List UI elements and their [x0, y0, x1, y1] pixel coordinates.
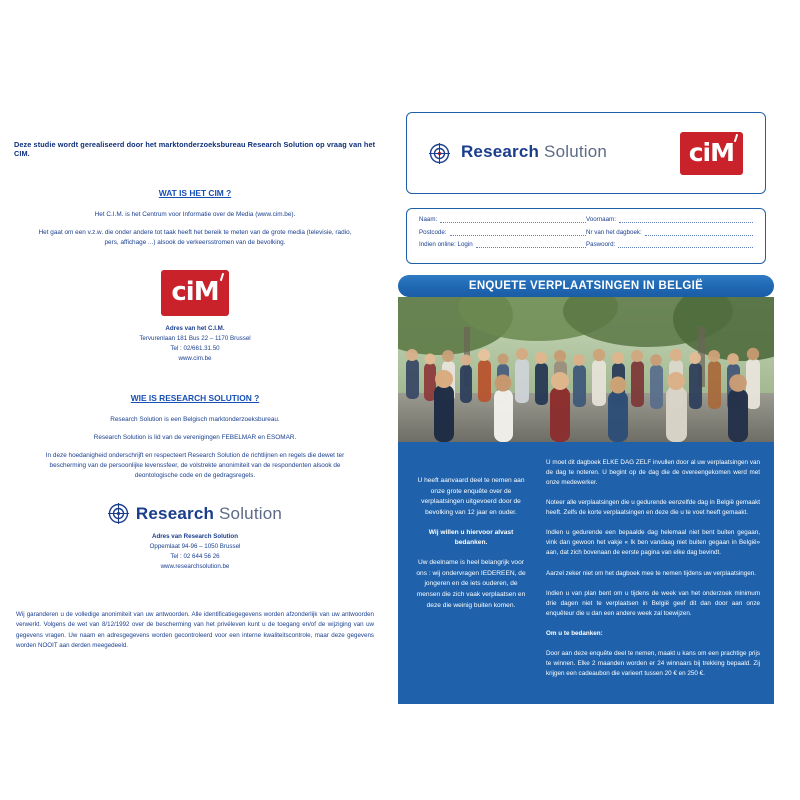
- brochure-rs-bold: Research: [460, 142, 540, 162]
- form-row: [419, 216, 753, 223]
- target-icon: [108, 503, 129, 524]
- login-label: Indien online: Login: [419, 241, 473, 248]
- cim-logo: [161, 270, 228, 316]
- rs-paragraph-1: Research Solution is een Belgisch marktonderzoeksbureau.: [110, 416, 280, 424]
- left-col-paragraph-2: Uw deelname is heel belangrijk voor ons : wij ondervragen IEDEREEN, de jongeren en de iets ouderen, de mensen die zich vaak verplaatsen en deze die weinig buiten komen.: [416, 559, 526, 609]
- instruction-paragraph-5: Indien u van plan bent om u tijdens de week van het onderzoek minimum drie dagen niet te verplaatsen in België geef dit dan door aan onze enquêteur die u dan een andere week zal toewijzen.: [546, 589, 760, 617]
- firstname-input[interactable]: [619, 216, 753, 223]
- rs-paragraph-3: In deze hoedanigheid onderschrijft en respecteert Research Solution de richtlijnen en regels die dewet ter bescherming van de persoonlijke levenssfeer, de volstrekte anonimiteit van de respondenten alsook de deontologische code en de gedragsregels.: [45, 452, 345, 480]
- target-icon: [429, 143, 450, 164]
- rs-wordmark-light: Solution: [219, 503, 283, 523]
- rs-section-title: WIE IS RESEARCH SOLUTION ?: [130, 393, 260, 404]
- name-label: Naam:: [419, 216, 438, 223]
- cim-logo-accent: [734, 133, 738, 141]
- cim-paragraph-2: Het gaat om een v.z.w. die onder andere tot taak heeft het bereik te meten van de grote media (televisie, radio, pers, affichage ...) alsook de verkeersstromen van de bevolking.: [38, 228, 352, 246]
- instruction-paragraph-1: U moet dit dagboek ELKE DAG ZELF invullen door al uw verplaatsingen van de dag te noteren. U begint op de dag die de overeengekomen werd met onze medewerker.: [546, 459, 760, 487]
- left-col-paragraph-1: U heeft aanvaard deel te nemen aan onze grote enquête over de verplaatsingen uitgevoerd door de bevolking van 12 jaar en ouder.: [417, 477, 525, 517]
- diary-number-input[interactable]: [645, 229, 753, 236]
- cim-paragraph-1: Het C.I.M. is het Centrum voor Informatie over de Media (www.cim.be).: [94, 211, 296, 218]
- reward-heading: Om u te bedanken:: [546, 629, 603, 637]
- instruction-paragraph-3: Indien u gedurende een bepaalde dag helemaal niet bent buiten gegaan, vink dan gewoon het vakje « Ik ben vandaag niet buiten gegaan in België» aan, dat zich bovenaan de eerste pagina van elke dag bevindt.: [546, 529, 760, 557]
- right-page: [388, 112, 788, 704]
- password-field-group[interactable]: [586, 241, 753, 248]
- rs-address-heading: Adres van Research Solution: [152, 533, 238, 541]
- login-input[interactable]: [476, 241, 586, 248]
- rs-address-line-2: Tel : 02 644 56 26: [170, 552, 220, 560]
- rs-wordmark-bold: Research: [135, 503, 215, 523]
- postcode-input[interactable]: [450, 229, 586, 236]
- rs-paragraph-2: Research Solution is lid van de verenigingen FEBELMAR en ESOMAR.: [93, 434, 297, 442]
- postcode-field-group[interactable]: [419, 229, 586, 236]
- brochure-cim-logo: [680, 132, 743, 175]
- cim-section-title: WAT IS HET CIM ?: [158, 188, 232, 198]
- cim-logo-text: ciM: [171, 276, 219, 307]
- rs-website-link[interactable]: www.researchsolution.be: [160, 562, 230, 570]
- cim-address-line-1: Tervurenlaan 181 Bus 22 – 1170 Brussel: [139, 334, 251, 342]
- cim-website-link[interactable]: www.cim.be: [178, 354, 212, 362]
- brochure-rs-logo: [429, 142, 607, 163]
- firstname-label: Voornaam:: [586, 216, 616, 223]
- research-solution-wordmark: [136, 504, 282, 524]
- password-label: Paswoord:: [586, 241, 616, 248]
- name-input[interactable]: [440, 216, 586, 223]
- cim-address-line-2: Tel : 02/661.31.50: [170, 344, 220, 352]
- cim-logo-container: [10, 270, 380, 316]
- diary-number-label: Nr van het dagboek:: [586, 228, 642, 236]
- brochure-cim-text: ciM: [688, 137, 734, 167]
- research-solution-logo: [10, 503, 380, 524]
- form-row: [419, 241, 753, 248]
- left-col-thanks: Wij willen u hiervoor alvast bedanken.: [428, 528, 514, 547]
- form-row: [419, 229, 753, 236]
- instruction-paragraph-2: Noteer alle verplaatsingen die u gedurende eenzelfde dag in België gemaakt heeft. Zelfs de korte verplaatsingen en deze die u te voet heeft gemaakt.: [546, 499, 760, 517]
- survey-title-banner: ENQUETE VERPLAATSINGEN IN BELGIË: [398, 275, 774, 297]
- reward-paragraph: Door aan deze enquête deel te nemen, maakt u kans om een prachtige prijs te winnen. Elke 2 maanden worden er 24 winnaars bij trekking bepaald. Zij krijgen een cadeaubon die varieert tussen 20 € en 250 €.: [546, 649, 760, 677]
- respondent-form: [406, 208, 766, 264]
- login-field-group[interactable]: [419, 241, 586, 248]
- privacy-notice: Wij garanderen u de volledige anonimiteit van uw antwoorden. Alle identificatiegegevens worden afzonderlijk van uw antwoorden verwerkt. Volgens de wet van 8/12/1992 over de bescherming van het privéleven kunt u de toegang en/of de wijziging van uw gegevens vragen. Uw naam en adresgegevens worden gecontroleerd voor een interne kwaliteitscontrole, maar deze gegevens worden NOOIT aan derden meegedeeld.: [16, 610, 374, 650]
- instruction-paragraph-4: Aarzel zeker niet om het dagboek mee te nemen tijdens uw verplaatsingen.: [546, 569, 757, 577]
- cim-address: [10, 324, 380, 364]
- brochure-rs-light: Solution: [544, 142, 608, 162]
- brochure-body: [398, 442, 774, 704]
- left-text-column: [416, 476, 526, 620]
- postcode-label: Postcode:: [419, 228, 447, 236]
- left-page: [10, 140, 380, 700]
- cim-logo-accent: [219, 273, 223, 281]
- intro-line: Deze studie wordt gerealiseerd door het marktonderzoeksbureau Research Solution op vraag van het CIM.: [14, 140, 376, 158]
- right-text-column: [546, 458, 760, 689]
- password-input[interactable]: [618, 241, 753, 248]
- name-field-group[interactable]: [419, 216, 586, 223]
- rs-address-line-1: Oppemlaat 94-96 – 1050 Brussel: [149, 542, 241, 550]
- crowd-photo: [398, 297, 774, 442]
- firstname-field-group[interactable]: [586, 216, 753, 223]
- diary-number-field-group[interactable]: [586, 229, 753, 236]
- brochure-header-box: [406, 112, 766, 194]
- cim-address-heading: Adres van het C.I.M.: [165, 324, 225, 332]
- rs-address: [10, 532, 380, 572]
